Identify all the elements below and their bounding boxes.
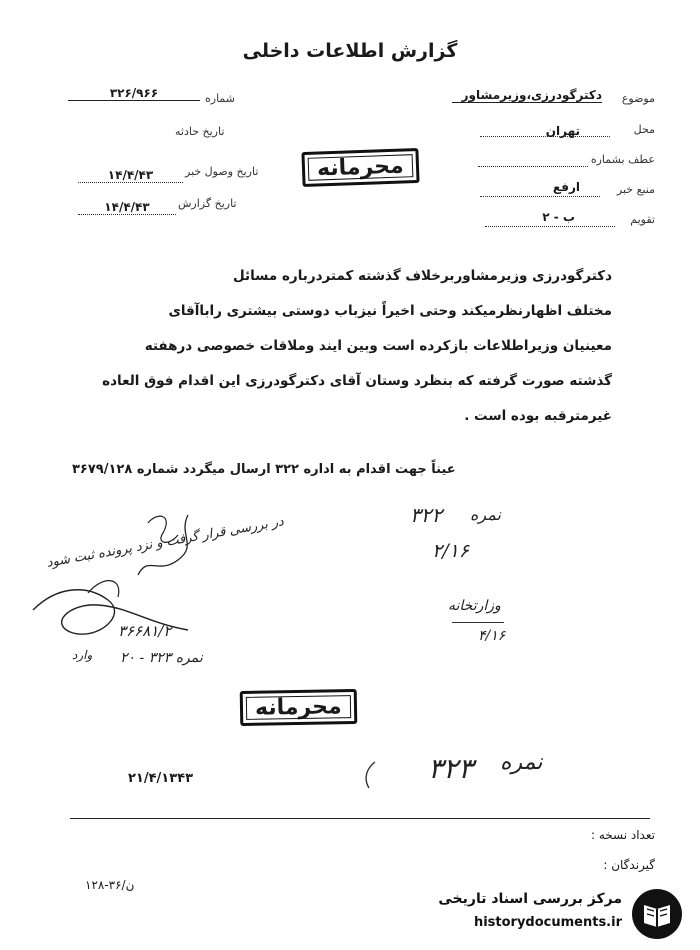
body-line: غیرمترقبه بوده است . (464, 408, 612, 424)
manba-label: منبع خبر (616, 183, 655, 196)
vezarat-label-handwritten: وزارتخانه (448, 598, 501, 614)
tarikh-gozaresh-label: تاریخ گزارش (178, 197, 237, 210)
left-note-handwritten: در بررسی قرار گرفت و نزد پرونده ثبت شود (45, 514, 285, 571)
confidential-stamp-bottom: محرمانه (240, 689, 357, 726)
mahal-label: محل (633, 123, 655, 136)
forwarding-note: عیناً جهت اقدام به اداره ۳۲۲ ارسال میگردد شماره ۳۶۷۹/۱۲۸ (72, 462, 456, 477)
book-logo-icon (630, 887, 684, 941)
taqvim-label: تقویم (630, 213, 655, 226)
signature-scribble (28, 505, 218, 665)
document-title: گزارش اطلاعات داخلی (242, 40, 458, 62)
taqvim-line (485, 226, 615, 227)
footer-divider (70, 818, 650, 819)
bottom-number-handwritten: ۳۲۳ (428, 752, 474, 785)
bottom-scribble (345, 758, 385, 794)
vezarat-date-handwritten: ۴/۱۶ (478, 628, 506, 644)
left-tail-handwritten: وارد (72, 648, 93, 662)
left-ref-handwritten: نمره ۳۲۳ - ۲۰ (120, 650, 203, 666)
body-line: مختلف اظهارنظرمیکند وحتی اخیراً نیزباب دوستی بیشتری راباآقای (168, 303, 612, 319)
girandegan-label: گیرندگان : (603, 858, 655, 872)
watermark-name: مرکز بررسی اسناد تاریخی (438, 891, 622, 907)
bottom-prefix-handwritten: نمره (500, 750, 543, 775)
vezarat-divider (452, 622, 504, 623)
mozu-label: موضوع (621, 92, 655, 105)
manba-value: ارفع (552, 180, 580, 194)
left-number-handwritten: ۳۶۶۸۱/۲ (118, 622, 172, 640)
mahal-value: تهران (545, 124, 580, 138)
atf-line (478, 166, 588, 167)
tarikh-gozaresh-value: ۱۴/۴/۴۳ (78, 200, 176, 215)
ref-date-handwritten: ۲/۱۶ (432, 540, 470, 562)
watermark (390, 885, 690, 945)
tarikh-vosul-label: تاریخ وصول خبر (185, 165, 259, 178)
shomareh-value: ۳۲۶/۹۶۶ (68, 86, 200, 101)
taqvim-value: ب - ۲ (542, 210, 575, 224)
body-line: گذشته صورت گرفته که بنظرد وستان آقای دکترگودرزی این اقدام فوق العاده (102, 373, 612, 389)
tedad-label: تعداد نسخه : (590, 828, 655, 842)
mozu-value: دکترگودرزی،وزیرمشاور (452, 88, 602, 103)
tarikh-vosul-value: ۱۴/۴/۴۳ (78, 168, 183, 183)
tarikh-hadeseh-label: تاریخ حادثه (175, 125, 225, 138)
date-stamp: ۲۱/۴/۱۳۴۳ (128, 771, 194, 786)
manba-line (480, 196, 600, 197)
watermark-url: historydocuments.ir (473, 915, 622, 930)
ref-label-handwritten: نمره (470, 505, 501, 524)
body-line: دکترگودرزی وزیرمشاوربرخلاف گذشته کمتردرباره مسائل (232, 268, 612, 284)
atf-label: عطف بشماره (590, 153, 655, 166)
form-code: ۱۲۸-۳۶/ن (85, 878, 135, 892)
ref-number-handwritten: ۳۲۲ (410, 503, 443, 527)
body-line: معینیان وزیراطلاعات بازکرده است وبین ایند وملاقات خصوصی درهفته (144, 338, 612, 354)
shomareh-label: شماره (205, 92, 236, 105)
confidential-stamp-top: محرمانه (301, 148, 419, 187)
